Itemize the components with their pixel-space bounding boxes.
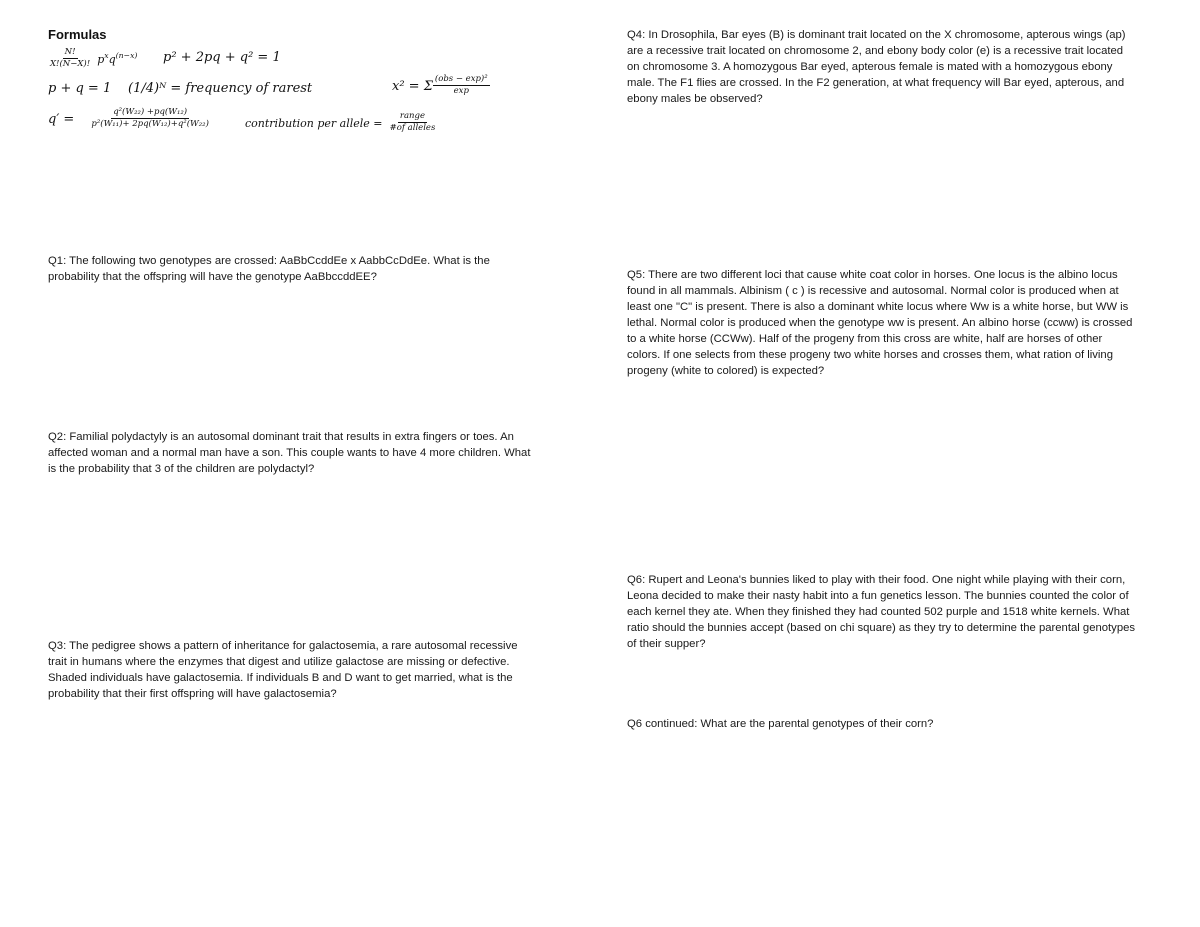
binomial-fraction [48, 47, 92, 70]
rarest-frequency-equation: (1/4)ᴺ = frequency of rarest [128, 81, 313, 96]
selection-formula [48, 107, 211, 130]
hardy-weinberg-equation: p² + 2pq + q² = 1 [163, 50, 281, 65]
chi-square-numerator: (obs − exp)² [434, 74, 488, 84]
allele-sum-equation: p + q = 1 [48, 81, 112, 96]
question-1: Q1: The following two genotypes are crossed: AaBbCcddEe x AabbCcDdEe. What is the probability that the offspring will have the genotype AaBbccddEE? [48, 255, 490, 283]
question-5: Q5: There are two different loci that cause white coat color in horses. One locus is the albino locus found in all mammals. Albinism ( c ) is recessive and autosomal. Normal color is produced when at least one "C" is present. There is also a dominant white locus where Ww is a white horse, but WW is lethal. Normal color is produced when the genotype ww is present. An albino horse (ccww) is crossed to a white horse (CCWw). Half of the progeny from this cross are white, half are horses of other colors. If one selects from these progeny two white horses and crosses them, what ration of living progeny (white to colored) is expected? [627, 269, 1133, 377]
question-4: Q4: In Drosophila, Bar eyes (B) is dominant trait located on the X chromosome, apterous wings (ap) are a recessive trait located on chromosome 2, and ebony body color (e) is a recessive trait located on chromosome 3. A homozygous Bar eyed, apterous female is mated with a homozygous ebony male. The F1 flies are crossed. In the F2 generation, at what frequency will Bar eyed, apterous, and ebony males be observed? [627, 29, 1126, 105]
binomial-denominator: X!(N−X)! [50, 59, 91, 69]
chi-square-lhs: x² = Σ [392, 79, 433, 94]
question-6: Q6: Rupert and Leona's bunnies liked to play with their food. One night while playing with their corn, Leona decided to make their nasty habit into a fun genetics lesson. The bunnies counted the color of each kernel they ate. When they finished they had counted 502 purple and 1518 white kernels. What ratio should the bunnies accept (based on chi square) as they try to determine the parental genotypes of their supper? [627, 574, 1136, 650]
contribution-fraction [388, 111, 438, 134]
chi-square-formula [392, 74, 490, 97]
formulas-title: Formulas [48, 27, 107, 42]
binomial-formula: $\frac{N!}{X!(N-X)!}$ $p^xq^{(n-x)}$ [50, 47, 138, 69]
binomial-numerator: N! [64, 47, 76, 57]
selection-fraction [89, 107, 211, 130]
question-6-continued: Q6 continued: What are the parental genotypes of their corn? [627, 718, 934, 730]
question-3: Q3: The pedigree shows a pattern of inheritance for galactosemia, a rare autosomal recessive trait in humans where the enzymes that digest and utilize galactose are missing or defective. Shaded individuals have galactosemia. If individuals B and D want to get married, what is the probability that their first offspring will have galactosemia? [48, 640, 518, 700]
question-2: Q2: Familial polydactyly is an autosomal dominant trait that results in extra fingers or toes. An affected woman and a normal man have a son. This couple wants to have 4 more children. What is the probability that 3 of the children are polydactyl? [48, 431, 531, 475]
selection-lhs: q′ = [48, 112, 75, 127]
contribution-lhs: contribution per allele = [245, 117, 383, 130]
contribution-denominator: #of alleles [389, 123, 436, 133]
selection-denominator: p²(W₁₁)+ 2pq(W₁₂)+q²(W₂₂) [91, 119, 209, 129]
contribution-numerator: range [399, 111, 425, 121]
contribution-formula [245, 111, 437, 134]
chi-square-denominator: exp [453, 86, 469, 96]
selection-numerator: q²(W₂₂) +pq(W₁₂) [113, 107, 188, 117]
chi-square-fraction [433, 74, 490, 97]
